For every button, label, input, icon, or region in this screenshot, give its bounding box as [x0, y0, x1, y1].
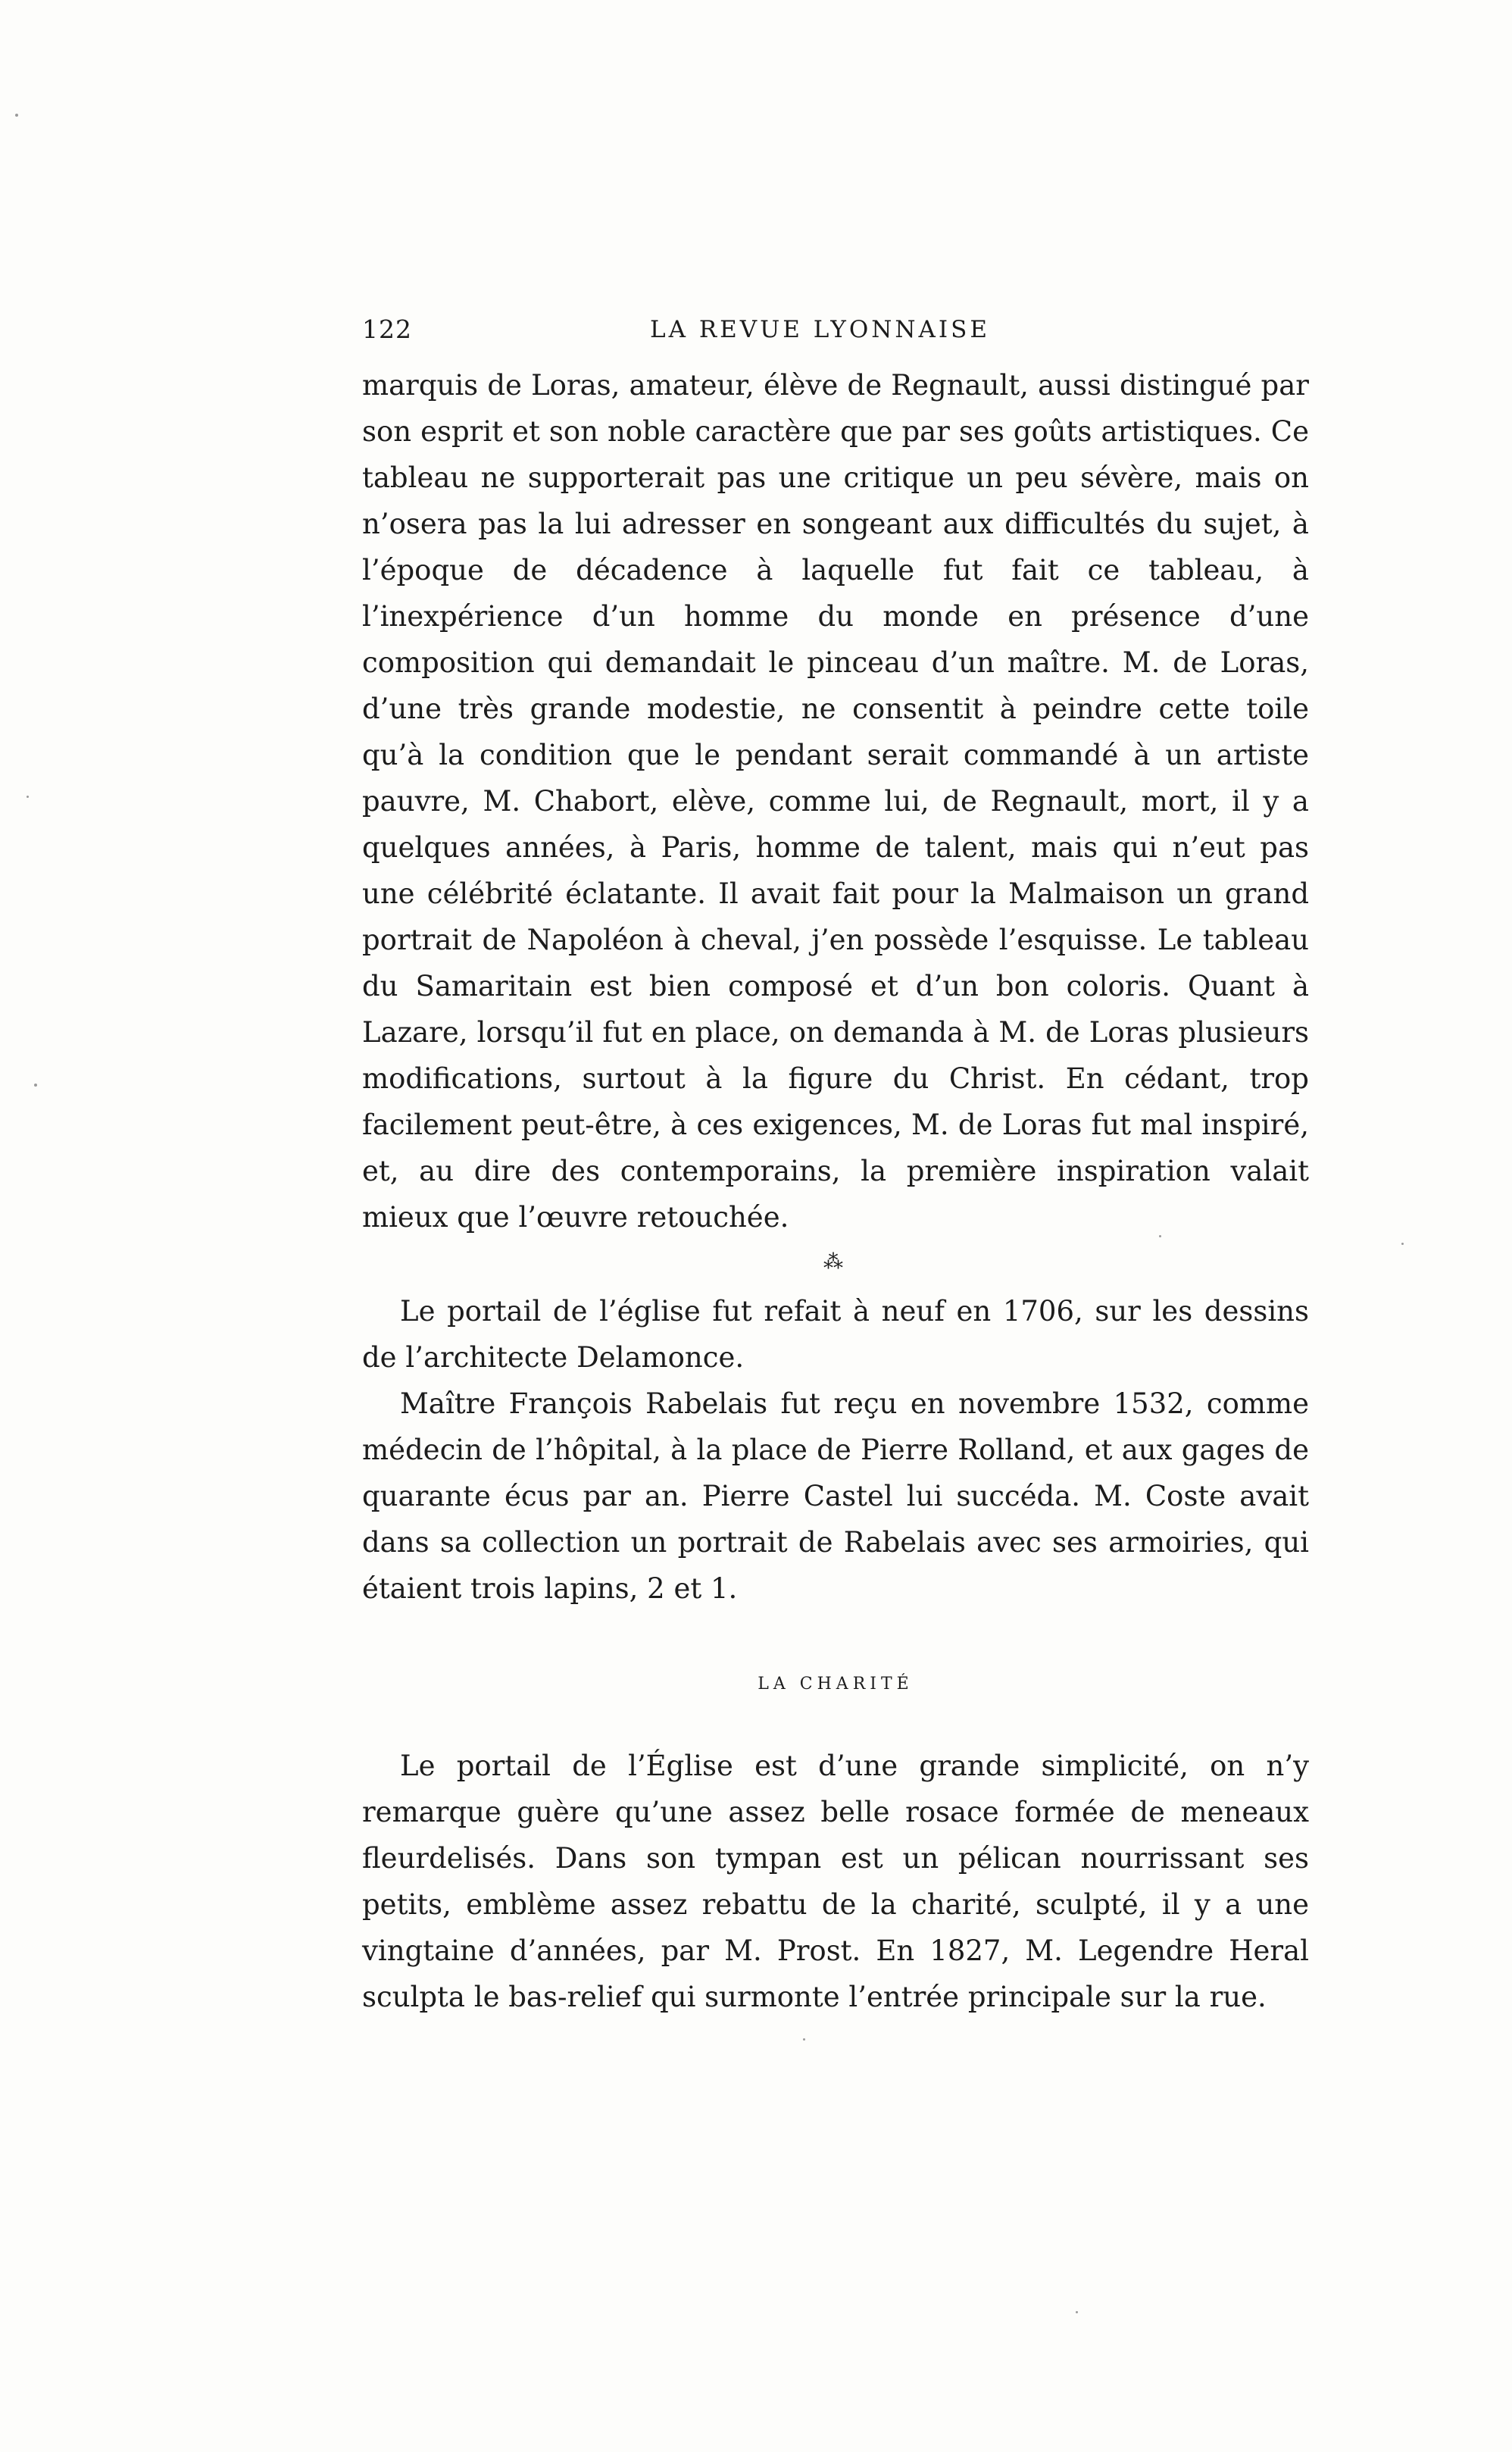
text-block-portail — [362, 1288, 1309, 1612]
page-number: 122 — [362, 314, 412, 344]
scan-speck — [34, 1084, 37, 1087]
scan-speck — [1401, 1243, 1404, 1245]
section-separator-asterism: ⁂ — [823, 1251, 843, 1274]
paragraph: Le portail de l’église fut refait à neuf en 1706, sur les dessins de l’architecte Delamonce. — [362, 1295, 1309, 1374]
scan-speck — [15, 114, 18, 117]
scan-speck — [1076, 2311, 1078, 2313]
scan-speck — [27, 796, 29, 798]
scan-speck — [803, 2038, 805, 2041]
paragraph: Maître François Rabelais fut reçu en novembre 1532, comme médecin de l’hôpital, à la place de Pierre Rolland, et aux gages de quarante écus par an. Pierre Castel lui succéda. M. Coste avait dans sa collection un portrait de Rabelais avec ses armoiries, qui étaient trois lapins, 2 et 1. — [362, 1387, 1309, 1605]
paragraph: marquis de Loras, amateur, élève de Regnault, aussi distingué par son esprit et son noble caractère que par ses goûts artistiques. Ce tableau ne supporterait pas une critique un peu sévère, mais on n’osera pas la lui adresser en songeant aux difficultés du sujet, à l’époque de décadence à laquelle fut fait ce tableau, à l’inexpérience d’un homme du monde en présence d’une composition qui demandait le pinceau d’un maître. M. de Loras, d’une très grande modestie, ne consentit à peindre cette toile qu’à la condition que le pendant serait commandé à un artiste pauvre, M. Chabort, elève, comme lui, de Regnault, mort, il y a quelques années, à Paris, homme de talent, mais qui n’eut pas une célébrité éclatante. Il avait fait pour la Malmaison un grand portrait de Napoléon à cheval, j’en possède l’esquisse. Le tableau du Samaritain est bien composé et d’un bon coloris. Quant à Lazare, lorsqu’il fut en place, on demanda à M. de Loras plusieurs modifications, surtout à la figure du Christ. En cédant, trop facilement peut-être, à ces exigences, M. de Loras fut mal inspiré, et, au dire des contemporains, la première inspiration valait mieux que l’œuvre retouchée. — [362, 369, 1309, 1234]
text-block-charite — [362, 1743, 1309, 2020]
scan-speck — [1159, 1235, 1161, 1237]
running-title: LA REVUE LYONNAISE — [650, 316, 991, 343]
section-heading: LA CHARITÉ — [758, 1675, 914, 1694]
text-block-continuation — [362, 362, 1309, 1240]
page-header — [362, 314, 1309, 352]
paragraph: Le portail de l’Église est d’une grande simplicité, on n’y remarque guère qu’une assez belle rosace formée de meneaux fleurdelisés. Dans son tympan est un pélican nourrissant ses petits, emblème assez rebattu de la charité, sculpté, il y a une vingtaine d’années, par M. Prost. En 1827, M. Legendre Heral sculpta le bas-relief qui surmonte l’entrée principale sur la rue. — [362, 1750, 1309, 2013]
